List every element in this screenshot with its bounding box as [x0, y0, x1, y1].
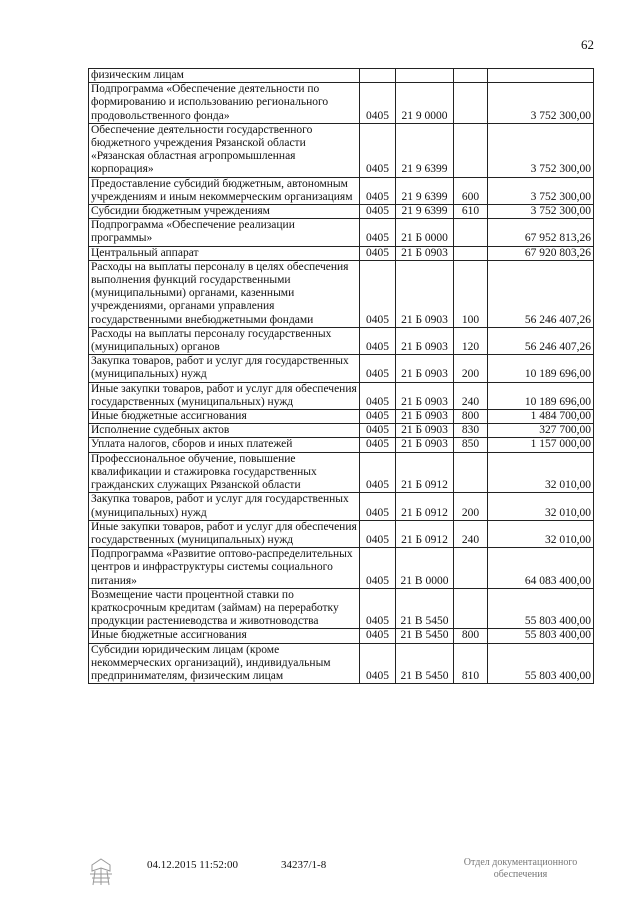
- row-section-code: 0405: [360, 355, 396, 382]
- row-name: физическим лицам: [89, 69, 360, 83]
- row-target-code: 21 В 5450: [396, 643, 454, 684]
- row-section-code: 0405: [360, 493, 396, 520]
- row-section-code: 0405: [360, 260, 396, 327]
- row-expense-code: 240: [454, 382, 488, 409]
- row-section-code: 0405: [360, 438, 396, 452]
- row-name: Подпрограмма «Развитие оптово-распределительных центров и инфраструктуры системы социального питания»: [89, 548, 360, 589]
- budget-table-body: [89, 69, 594, 684]
- row-name: Подпрограмма «Обеспечение деятельности по формированию и использованию регионального продовольственного фонда»: [89, 83, 360, 124]
- table-row: [89, 260, 594, 327]
- row-section-code: 0405: [360, 246, 396, 260]
- row-expense-code: [454, 548, 488, 589]
- table-row: [89, 219, 594, 246]
- row-expense-code: 830: [454, 424, 488, 438]
- row-amount: 32 010,00: [488, 452, 594, 493]
- row-target-code: 21 9 6399: [396, 177, 454, 204]
- table-row: [89, 493, 594, 520]
- row-target-code: 21 Б 0912: [396, 452, 454, 493]
- row-name: Иные бюджетные ассигнования: [89, 629, 360, 643]
- row-section-code: 0405: [360, 327, 396, 354]
- row-expense-code: 800: [454, 410, 488, 424]
- table-row: [89, 520, 594, 547]
- row-name: Субсидии юридическим лицам (кроме некоммерческих организаций), индивидуальным предпринимателям, физическим лицам: [89, 643, 360, 684]
- row-target-code: 21 В 5450: [396, 588, 454, 629]
- row-name: Уплата налогов, сборов и иных платежей: [89, 438, 360, 452]
- row-expense-code: [454, 123, 488, 177]
- row-amount: 1 157 000,00: [488, 438, 594, 452]
- row-target-code: 21 Б 0903: [396, 410, 454, 424]
- row-section-code: 0405: [360, 177, 396, 204]
- table-row: [89, 588, 594, 629]
- row-target-code: 21 Б 0903: [396, 327, 454, 354]
- row-section-code: 0405: [360, 643, 396, 684]
- department-line-1: Отдел документационного: [463, 857, 578, 868]
- row-amount: 64 083 400,00: [488, 548, 594, 589]
- row-target-code: 21 В 0000: [396, 548, 454, 589]
- table-row: [89, 83, 594, 124]
- row-name: Расходы на выплаты персоналу в целях обеспечения выполнения функций государственными (муниципальными) органами, казенными учреждениями, органами управления государственными внебюджетными фондами: [89, 260, 360, 327]
- row-target-code: 21 Б 0903: [396, 438, 454, 452]
- row-section-code: 0405: [360, 424, 396, 438]
- row-section-code: 0405: [360, 588, 396, 629]
- row-amount: 10 189 696,00: [488, 382, 594, 409]
- row-name: Профессиональное обучение, повышение квалификации и стажировка государственных гражданских служащих Рязанской области: [89, 452, 360, 493]
- row-section-code: [360, 69, 396, 83]
- stamp-date: 04.12.2015 11:52:00: [147, 859, 238, 871]
- row-section-code: 0405: [360, 548, 396, 589]
- row-name: Центральный аппарат: [89, 246, 360, 260]
- row-expense-code: 600: [454, 177, 488, 204]
- row-section-code: 0405: [360, 83, 396, 124]
- row-expense-code: 810: [454, 643, 488, 684]
- row-section-code: 0405: [360, 123, 396, 177]
- row-amount: 327 700,00: [488, 424, 594, 438]
- row-target-code: 21 Б 0903: [396, 260, 454, 327]
- row-amount: 3 752 300,00: [488, 205, 594, 219]
- row-expense-code: 100: [454, 260, 488, 327]
- row-amount: 67 952 813,26: [488, 219, 594, 246]
- row-expense-code: [454, 69, 488, 83]
- table-row: [89, 246, 594, 260]
- row-expense-code: [454, 452, 488, 493]
- row-target-code: 21 9 0000: [396, 83, 454, 124]
- row-amount: 32 010,00: [488, 520, 594, 547]
- row-name: Субсидии бюджетным учреждениям: [89, 205, 360, 219]
- row-name: Предоставление субсидий бюджетным, автономным учреждениям и иным некоммерческим организациям: [89, 177, 360, 204]
- row-amount: 67 920 803,26: [488, 246, 594, 260]
- table-row: [89, 355, 594, 382]
- row-section-code: 0405: [360, 410, 396, 424]
- row-section-code: 0405: [360, 520, 396, 547]
- row-target-code: 21 В 5450: [396, 629, 454, 643]
- department-stamp: [448, 857, 593, 881]
- row-name: Обеспечение деятельности государственного бюджетного учреждения Рязанской области «Рязанская областная агропромышленная корпорация»: [89, 123, 360, 177]
- row-amount: 55 803 400,00: [488, 629, 594, 643]
- row-amount: 56 246 407,26: [488, 260, 594, 327]
- table-row: [89, 382, 594, 409]
- budget-table: [88, 68, 594, 684]
- table-row: [89, 424, 594, 438]
- row-name: Подпрограмма «Обеспечение реализации программы»: [89, 219, 360, 246]
- row-target-code: 21 Б 0903: [396, 355, 454, 382]
- row-expense-code: [454, 246, 488, 260]
- table-row: [89, 205, 594, 219]
- row-expense-code: 610: [454, 205, 488, 219]
- table-row: [89, 177, 594, 204]
- row-target-code: [396, 69, 454, 83]
- row-name: Иные закупки товаров, работ и услуг для обеспечения государственных (муниципальных) нужд: [89, 520, 360, 547]
- row-target-code: 21 Б 0903: [396, 246, 454, 260]
- row-expense-code: 200: [454, 493, 488, 520]
- table-row: [89, 123, 594, 177]
- row-amount: 3 752 300,00: [488, 177, 594, 204]
- row-section-code: 0405: [360, 452, 396, 493]
- row-amount: 1 484 700,00: [488, 410, 594, 424]
- department-line-2: обеспечения: [493, 869, 548, 880]
- table-row: [89, 327, 594, 354]
- row-expense-code: 120: [454, 327, 488, 354]
- row-amount: [488, 69, 594, 83]
- row-target-code: 21 Б 0903: [396, 424, 454, 438]
- row-target-code: 21 Б 0000: [396, 219, 454, 246]
- row-amount: 3 752 300,00: [488, 83, 594, 124]
- row-amount: 32 010,00: [488, 493, 594, 520]
- row-expense-code: 200: [454, 355, 488, 382]
- row-expense-code: [454, 588, 488, 629]
- table-row: [89, 69, 594, 83]
- row-name: Закупка товаров, работ и услуг для государственных (муниципальных) нужд: [89, 493, 360, 520]
- row-section-code: 0405: [360, 382, 396, 409]
- page-footer: [0, 857, 640, 897]
- row-amount: 55 803 400,00: [488, 643, 594, 684]
- row-amount: 3 752 300,00: [488, 123, 594, 177]
- table-row: [89, 643, 594, 684]
- row-amount: 55 803 400,00: [488, 588, 594, 629]
- row-section-code: 0405: [360, 629, 396, 643]
- row-name: Иные бюджетные ассигнования: [89, 410, 360, 424]
- emblem-icon: [86, 857, 116, 887]
- table-row: [89, 452, 594, 493]
- row-expense-code: [454, 219, 488, 246]
- table-row: [89, 629, 594, 643]
- row-target-code: 21 9 6399: [396, 123, 454, 177]
- row-name: Возмещение части процентной ставки по краткосрочным кредитам (займам) на переработку продукции растениеводства и животноводства: [89, 588, 360, 629]
- table-row: [89, 410, 594, 424]
- row-target-code: 21 Б 0903: [396, 382, 454, 409]
- page-number: 62: [581, 37, 594, 52]
- row-name: Расходы на выплаты персоналу государственных (муниципальных) органов: [89, 327, 360, 354]
- row-section-code: 0405: [360, 219, 396, 246]
- row-amount: 56 246 407,26: [488, 327, 594, 354]
- row-expense-code: 800: [454, 629, 488, 643]
- row-expense-code: [454, 83, 488, 124]
- row-amount: 10 189 696,00: [488, 355, 594, 382]
- row-name: Закупка товаров, работ и услуг для государственных (муниципальных) нужд: [89, 355, 360, 382]
- row-target-code: 21 Б 0912: [396, 520, 454, 547]
- row-name: Иные закупки товаров, работ и услуг для обеспечения государственных (муниципальных) нужд: [89, 382, 360, 409]
- row-target-code: 21 Б 0912: [396, 493, 454, 520]
- row-name: Исполнение судебных актов: [89, 424, 360, 438]
- row-section-code: 0405: [360, 205, 396, 219]
- document-number: 34237/1-8: [281, 859, 327, 871]
- row-expense-code: 850: [454, 438, 488, 452]
- table-row: [89, 438, 594, 452]
- table-row: [89, 548, 594, 589]
- row-expense-code: 240: [454, 520, 488, 547]
- row-target-code: 21 9 6399: [396, 205, 454, 219]
